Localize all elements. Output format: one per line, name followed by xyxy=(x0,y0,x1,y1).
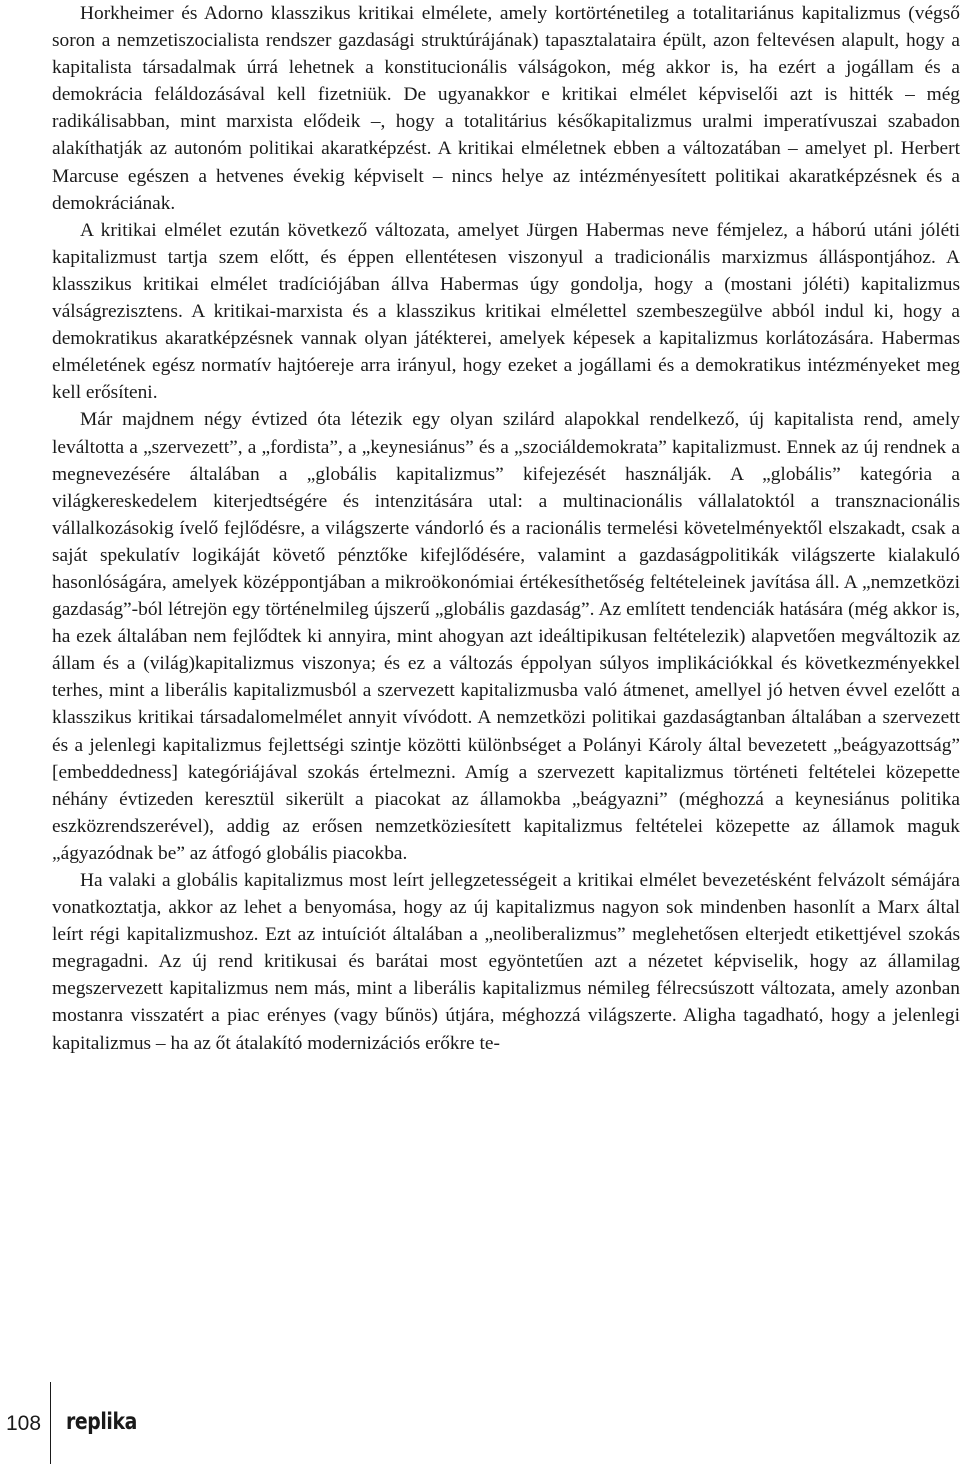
paragraph-4: Ha valaki a globális kapitalizmus most leírt jellegzetességeit a kritikai elmélet bevezetésként felvázolt sémájára vonatkoztatja, akkor az lehet a benyomása, hogy az új kapitalizmus nagyon sok mindenben hasonlít a Marx által leírt régi kapitalizmushoz. Ezt az intuíciót általában a „neoliberalizmus” meglehetősen elterjedt etikettjével szokás megragadni. Az új rend kritikusai és barátai most egyöntetűen azt a nézetet képviselik, hogy az államilag megszervezett kapitalizmus nem más, mint a liberális kapitalizmus némileg félrecsúszott változata, amely azonban mostanra visszatért a piac erényes (vagy bűnös) útjára, méghozzá világszerte. Aligha tagadható, hogy a jelenlegi kapitalizmus – ha az őt átalakító modernizációs erőkre te- xyxy=(52,870,960,1054)
footer-divider xyxy=(50,1382,51,1464)
page-footer xyxy=(0,1382,960,1464)
paragraph-3: Már majdnem négy évtized óta létezik egy olyan szilárd alapokkal rendelkező, új kapitalista rend, amely leváltotta a „szervezett”, a „fordista”, a „keynesiánus” és a „szociáldemokrata” kapitalizmust. Ennek az új rendnek a megnevezésére általában a „globális kapitalizmus” kifejezését használják. A „globális” kategória a világkereskedelem kiterjedtségére és intenzitására utal: a multinacionális vállalatoktól a transznacionális vállalkozásokig ívelő fejlődésre, a világszerte vándorló és a racionális termelési követelményektől elszakadt, csak a saját spekulatív logikáját követő pénztőke kifejlődésére, valamint a gazdaságpolitikák világszerte kialakuló hasonlóságára, amelyek középpontjában a mikroökonómiai értékesíthetőség feltételeinek javítása áll. A „nemzetközi gazdaság”-ból létrejön egy történelmileg újszerű „globális gazdaság”. Az említett tendenciák hatására (még akkor is, ha ezek általában nem fejlődtek ki annyira, mint ahogyan azt ideáltipikusan feltételezik) alapvetően megváltozik az állam és a (világ)kapitalizmus viszonya; és ez a változás éppolyan súlyos implikációkkal és következményekkel terhes, mint a liberális kapitalizmusból a szervezett kapitalizmusba való átmenet, amellyel jó hetven évvel ezelőtt a klasszikus kritikai társadalomelmélet annyit vívódott. A nemzetközi politikai gazdaságtanban általában a szervezett és a jelenlegi kapitalizmus fejlettségi szintje közötti különbséget a Polányi Károly által bevezetett „beágyazottság” [embeddedness] kategóriájával szokás értelmezni. Amíg a szervezett kapitalizmus történeti feltételei közepette néhány évtizeden keresztül sikerült a piacokat az államokba „beágyazni” (méghozzá a keynesiánus politika eszközrendszerével), addig az erősen nemzetköziesített kapitalizmus feltételei közepette az államok maguk „ágyazódnak be” az átfogó globális piacokba. xyxy=(52,409,960,864)
body-text xyxy=(52,0,960,1057)
paragraph-2: A kritikai elmélet ezután következő változata, amelyet Jürgen Habermas neve fémjelez, a háború utáni jóléti kapitalizmust tartja szem előtt, és éppen ellentétesen viszonyul a tradicionális marxizmus álláspontjához. A klasszikus kritikai elmélet tradíciójában állva Habermas úgy gondolja, hogy a (mostani jóléti) kapitalizmus válságrezisztens. A kritikai-marxista és a klasszikus kritikai elmélettel szembeszegülve abból indul ki, hogy a demokratikus akaratképzésnek vannak olyan játékterei, amelyek képesek a kapitalizmus korlátozására. Habermas elméletének egész normatív hajtóereje arra irányul, hogy ezeket a jogállami és a demokratikus intézményeket meg kell erősíteni. xyxy=(52,219,960,404)
paragraph-1: Horkheimer és Adorno klasszikus kritikai elmélete, amely kortörténetileg a totalitariánus kapitalizmus (végső soron a nemzetiszocialista rendszer gazdasági struktúrájának) tapasztalataira épült, azon feltevésen alapult, hogy a kapitalista társadalmak úrrá lehetnek a konstitucionális válságokon, még akkor is, ha ezért a jogállam és a demokrácia feláldozásával kell fizetniük. De ugyanakkor e kritikai elmélet képviselői azt is hitték – még radikálisabban, mint marxista elődeik –, hogy a totalitárius későkapitalizmus uralmi imperatívuszai szabadon alakíthatják az autonóm politikai akaratképzést. A kritikai elméletnek ebben a változatában – amelyet pl. Herbert Marcuse egészen a hetvenes évekig képviselt – nincs helye az intézményesített politikai akaratképzésnek és a demokráciának. xyxy=(52,3,960,214)
journal-logo: replika xyxy=(66,1409,137,1435)
page-number: 108 xyxy=(6,1412,42,1435)
